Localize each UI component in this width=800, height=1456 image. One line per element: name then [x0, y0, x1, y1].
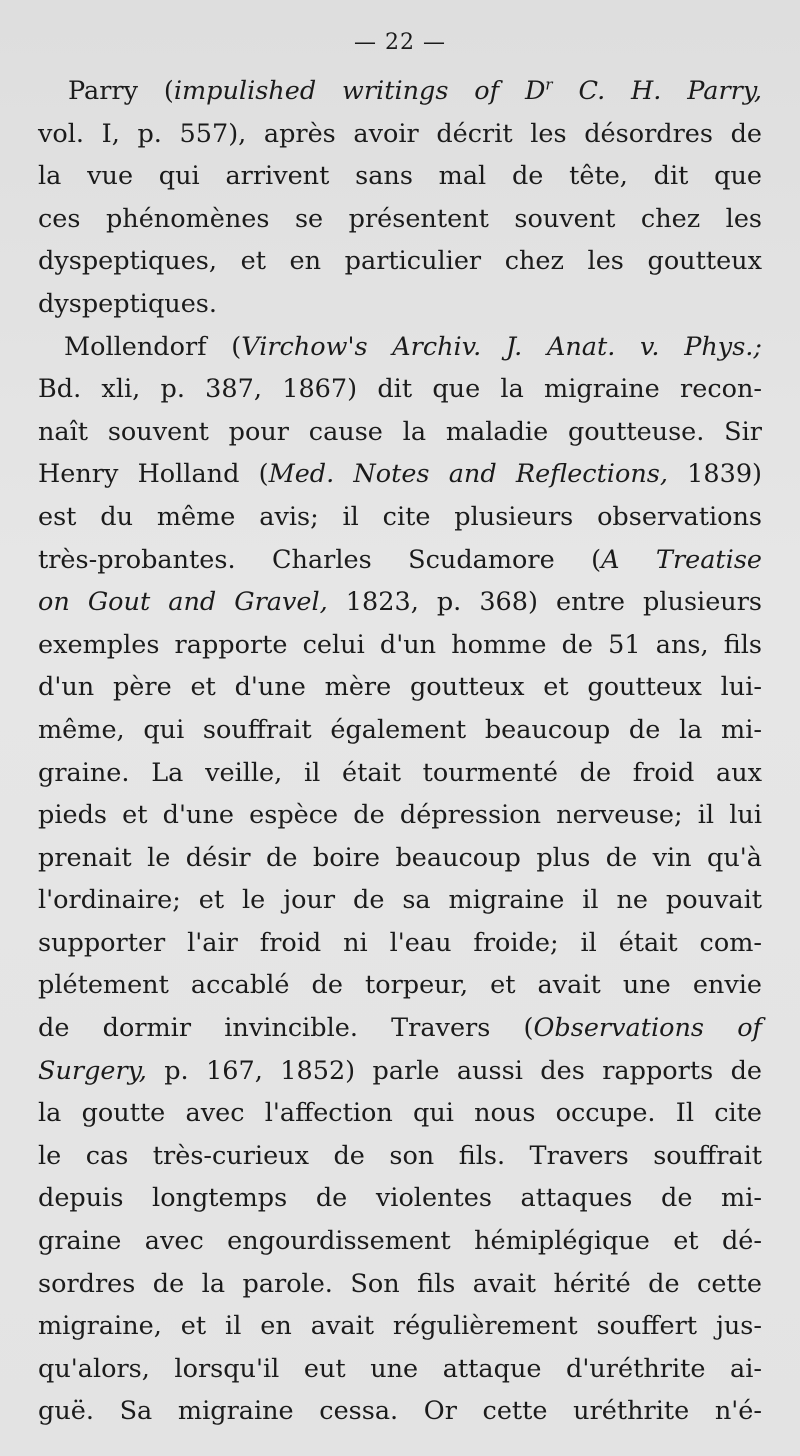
text-line	[38, 1220, 762, 1263]
text-line	[38, 1305, 762, 1348]
text-segment: depuis longtemps de violentes attaques de mi-	[38, 1183, 762, 1214]
text-line	[38, 709, 762, 752]
text-line	[38, 922, 762, 965]
text-line	[38, 283, 762, 326]
text-segment: est du même avis; il cite plusieurs observations	[38, 501, 762, 532]
text-segment: de dormir invincible. Travers (	[38, 1013, 534, 1044]
text-line	[38, 581, 762, 624]
superscript: r	[545, 75, 553, 94]
text-segment: le cas très-curieux de son fils. Travers souffrait	[38, 1140, 762, 1171]
text-segment: supporter l'air froid ni l'eau froide; il était com-	[38, 927, 762, 958]
text-segment: graine avec engourdissement hémiplégique et dé-	[38, 1226, 762, 1257]
text-line	[38, 1390, 762, 1433]
text-line	[38, 70, 762, 113]
text-line	[38, 1135, 762, 1178]
text-line	[38, 198, 762, 241]
text-segment: on Gout and Gravel,	[38, 587, 328, 618]
text-line	[38, 1263, 762, 1306]
text-segment: l'ordinaire; et le jour de sa migraine il ne pouvait	[38, 885, 762, 916]
text-segment: dyspeptiques.	[38, 288, 217, 319]
text-segment: exemples rapporte celui d'un homme de 51 ans, fils	[38, 629, 762, 660]
text-segment: A Treatise	[601, 544, 763, 575]
text-line	[38, 1348, 762, 1391]
text-line	[38, 453, 762, 496]
text-segment: prenait le désir de boire beaucoup plus de vin qu'à	[38, 842, 762, 873]
text-segment: plétement accablé de torpeur, et avait une envie	[38, 970, 762, 1001]
text-line	[38, 496, 762, 539]
page-number: — 22 —	[354, 30, 446, 55]
text-line	[38, 964, 762, 1007]
body-text	[38, 70, 762, 1433]
text-line	[38, 794, 762, 837]
text-segment: sordres de la parole. Son fils avait hérité de cette	[38, 1268, 762, 1299]
text-segment: vol. I, p. 557), après avoir décrit les désordres de	[38, 118, 762, 149]
text-line	[38, 326, 762, 369]
text-segment: naît souvent pour cause la maladie goutteuse. Sir	[38, 416, 762, 447]
text-segment: graine. La veille, il était tourmenté de froid aux	[38, 757, 762, 788]
text-line	[38, 240, 762, 283]
text-segment: Observations of	[533, 1013, 762, 1044]
text-line	[38, 1007, 762, 1050]
text-segment: Henry Holland (	[38, 459, 269, 490]
text-segment: guë. Sa migraine cessa. Or cette uréthrite n'é-	[38, 1396, 762, 1427]
text-segment: 1823, p. 368) entre plusieurs	[327, 587, 762, 618]
text-line	[38, 539, 762, 582]
text-line	[38, 666, 762, 709]
text-segment: Mollendorf (	[64, 331, 242, 362]
text-line	[38, 624, 762, 667]
text-segment: même, qui souffrait également beaucoup de la mi-	[38, 714, 762, 745]
text-segment: qu'alors, lorsqu'il eut une attaque d'uréthrite ai-	[38, 1353, 762, 1384]
text-segment: Bd. xli, p. 387, 1867) dit que la migraine recon-	[38, 374, 762, 405]
text-segment: la vue qui arrivent sans mal de tête, dit que	[38, 161, 762, 192]
text-line	[38, 155, 762, 198]
text-line	[38, 411, 762, 454]
text-segment: 1839)	[667, 459, 762, 490]
text-line	[38, 752, 762, 795]
text-segment: très-probantes. Charles Scudamore (	[38, 544, 602, 575]
text-segment: Med. Notes and Reflections,	[268, 459, 668, 490]
text-segment: impulished writings of D	[173, 76, 546, 106]
text-line	[38, 879, 762, 922]
text-segment: C. H. Parry,	[552, 76, 762, 106]
text-line	[38, 1050, 762, 1093]
text-segment: pieds et d'une espèce de dépression nerveuse; il lui	[38, 800, 762, 831]
text-line	[38, 1177, 762, 1220]
text-segment: Virchow's Archiv. J. Anat. v. Phys.;	[241, 331, 762, 362]
text-segment: Surgery,	[38, 1055, 147, 1086]
text-segment: la goutte avec l'affection qui nous occupe. Il cite	[38, 1098, 762, 1129]
text-segment: p. 167, 1852) parle aussi des rapports de	[146, 1055, 762, 1086]
text-line	[38, 837, 762, 880]
text-segment: migraine, et il en avait régulièrement souffert jus-	[38, 1311, 762, 1342]
text-segment: d'un père et d'une mère goutteux et goutteux lui-	[38, 672, 762, 703]
text-line	[38, 113, 762, 156]
text-segment: dyspeptiques, et en particulier chez les goutteux	[38, 246, 762, 277]
text-line	[38, 368, 762, 411]
text-segment: ces phénomènes se présentent souvent chez les	[38, 203, 762, 234]
text-line	[38, 1092, 762, 1135]
text-segment: Parry (	[68, 76, 174, 106]
